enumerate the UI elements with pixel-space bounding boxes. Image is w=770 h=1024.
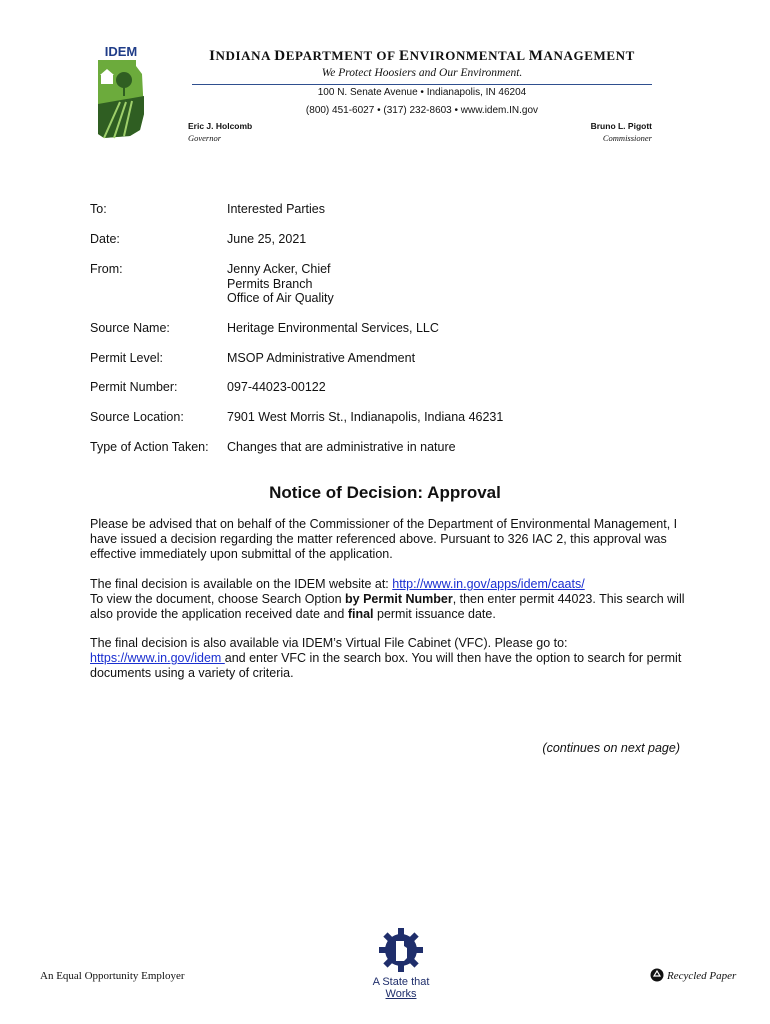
caats-link[interactable]: http://www.in.gov/apps/idem/caats/ (392, 577, 585, 591)
source-location-label: Source Location: (90, 410, 184, 424)
permit-level-label: Permit Level: (90, 351, 163, 365)
permit-number-label: Permit Number: (90, 380, 178, 394)
paragraph-3 (90, 636, 690, 681)
permit-level-value: MSOP Administrative Amendment (227, 351, 416, 365)
source-name-label: Source Name: (90, 321, 170, 335)
paragraph-1: Please be advised that on behalf of the Commissioner of the Department of Environmental Management, I have issued a decision regarding the matter referenced above. Pursuant to 326 IAC 2, this approval was effective immediately upon submittal of the application. (90, 517, 678, 561)
from-value (227, 262, 334, 306)
para3-rest: and enter VFC in the search box. You will then have the option to search for permit documents using a variety of criteria. (90, 651, 682, 680)
to-label: To: (90, 202, 107, 216)
from-label: From: (90, 262, 123, 276)
from-line-3: Office of Air Quality (227, 291, 334, 305)
para2-prefix: The final decision is available on the IDEM website at: (90, 577, 393, 591)
commissioner-name: Bruno L. Pigott (590, 121, 652, 131)
para2-text-a: To view the document, choose Search Option (90, 592, 346, 606)
department-title: INDIANA DEPARTMENT OF ENVIRONMENTAL MANAGEMENT (209, 48, 635, 64)
notice-heading: Notice of Decision: Approval (269, 483, 501, 502)
date-value: June 25, 2021 (227, 232, 307, 246)
continues-note: (continues on next page) (542, 741, 680, 755)
para3-line-1: The final decision is also available via IDEM’s Virtual File Cabinet (VFC). Please go to: (90, 636, 568, 650)
to-value: Interested Parties (227, 202, 325, 216)
action-label: Type of Action Taken: (90, 440, 209, 454)
paragraph-2 (90, 577, 690, 622)
contact-line: (800) 451-6027 • (317) 232-8603 • www.idem.IN.gov (305, 105, 539, 116)
para2-text-b: , then enter permit 44023. This search will also provide the application received date and (90, 592, 685, 621)
state-slogan-works: Works (385, 988, 417, 1000)
action-value: Changes that are administrative in nature (227, 440, 456, 454)
governor-name: Eric J. Holcomb (188, 121, 253, 131)
state-slogan (356, 976, 446, 1000)
from-line-1: Jenny Acker, Chief (227, 262, 331, 276)
logo-text: IDEM (104, 44, 138, 59)
para2-bold-final: final (347, 607, 374, 621)
governor-title: Governor (188, 133, 222, 143)
recycle-icon (650, 968, 664, 982)
equal-opportunity-text: An Equal Opportunity Employer (40, 970, 185, 982)
address: 100 N. Senate Avenue • Indianapolis, IN 46204 (317, 87, 527, 98)
para2-bold-permit-number: by Permit Number (345, 592, 453, 606)
from-line-2: Permits Branch (227, 276, 313, 291)
letterhead-rule (192, 84, 652, 85)
permit-number-value: 097-44023-00122 (227, 380, 326, 394)
source-location-value: 7901 West Morris St., Indianapolis, Indiana 46231 (227, 410, 504, 424)
motto: We Protect Hoosiers and Our Environment. (321, 67, 523, 79)
idem-vfc-link[interactable]: https://www.in.gov/idem (90, 651, 225, 665)
state-slogan-prefix: A State that (372, 976, 430, 988)
idem-logo (90, 44, 152, 144)
date-label: Date: (90, 232, 120, 246)
commissioner-title: Commissioner (602, 133, 652, 143)
source-name-value: Heritage Environmental Services, LLC (227, 321, 439, 335)
para2-text-c: permit issuance date. (373, 607, 496, 621)
recycled-paper-text: Recycled Paper (667, 970, 737, 982)
